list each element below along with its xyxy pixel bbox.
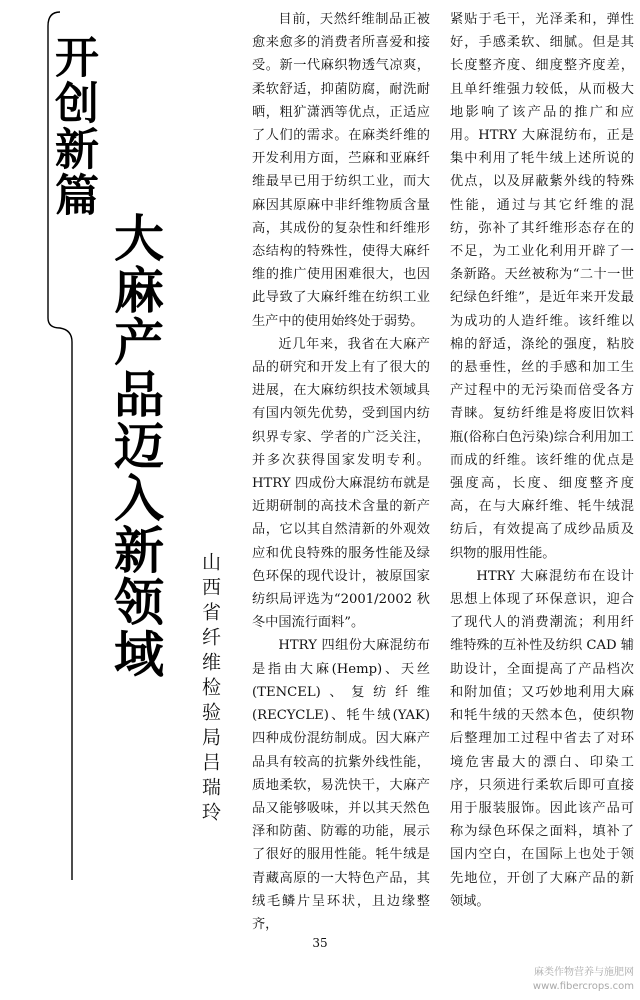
page-number: 35: [312, 936, 328, 950]
paragraph: HTRY 四组份大麻混纺布是指由大麻(Hemp)、天丝(TENCEL)、复纺纤维(RECYCLE)、牦牛绒(YAK)四种成份混纺制成。因大麻产品具有较高的抗紫外线性能，质地柔软，易洗快干，大麻产品又能够吸味，并以其天然色泽和防菌、防霉的功能，展示了很好的服用性能。牦牛绒是青藏高原的一大特色产品，其绒毛鳞片呈环状，且边缘整齐，: [252, 638, 430, 932]
article-title: 大麻产品迈入新领域: [106, 212, 164, 680]
text-column-right: [450, 8, 634, 913]
paragraph: 目前，天然纤维制品正被愈来愈多的消费者所喜爱和接受。新一代麻织物透气凉爽，柔软舒适，抑菌防腐，耐洗耐晒，粗犷潇洒等优点，正适应了人们的需求。在麻类纤维的开发利用方面，苎麻和亚麻纤维最早已用于纺织工业，而大麻因其原麻中非纤维物质含量高，其成份的复杂性和纤维形态结构的特殊性，使得大麻纤维的推广使用困难很大，也因此导致了大麻纤维在纺织工业生产中的使用始终处于弱势。: [252, 12, 430, 329]
paragraph: 紧贴于毛干，光泽柔和，弹性好，手感柔软、细腻。但是其长度整齐度、细度整齐度差，且单纤维强力较低，从而极大地影响了该产品的推广和应用。HTRY 大麻混纺布，正是集中利用了牦牛绒上述所说的优点，以及屏蔽紫外线的特殊性能，通过与其它纤维的混纺，弥补了其纤维形态存在的不足，为工业化利用开辟了一条新路。天丝被称为“二十一世纪绿色纤维”，是近年来开发最为成功的人造纤维。该纤维以棉的舒适，涤纶的强度，粘胶的悬垂性，丝的手感和加工生产过程中的无污染而倍受各方青睐。复纺纤维是将废旧饮料瓶(俗称白色污染)综合利用加工而成的纤维。该纤维的优点是强度高，长度、细度整齐度高，在与大麻纤维、牦牛绒混纺后，有效提高了成纱品质及织物的服用性能。: [450, 12, 634, 561]
text-column-left: [252, 8, 430, 936]
paragraph: 近几年来，我省在大麻产品的研究和开发上有了很大的进展，在大麻纺织技术领域具有国内领先优势，受到国内纺织界专家、学者的广泛关注，并多次获得国家发明专利。HTRY 四成份大麻混纺布就是近期研制的高技术含量的新产品，它以其自然清新的外观效应和优良特殊的服务性能及绿色环保的现代设计，被原国家纺织局评选为“2001/2002 秋冬中国流行面料”。: [252, 336, 430, 631]
author-name: 吕瑞玲: [199, 752, 221, 827]
series-title: 开创新篇: [47, 34, 98, 218]
author-organization: 山西省纤维检验局: [199, 552, 221, 752]
site-watermark: 麻类作物营养与施肥网 www.fibercrops.com: [532, 967, 634, 992]
paragraph: HTRY 大麻混纺布在设计思想上体现了环保意识，迎合了现代人的消费潮流；利用纤维特殊的互补性及纺织 CAD 辅助设计，全面提高了产品档次和附加值；又巧妙地利用大麻和牦牛绒的天然本色，使织物后整理加工过程中省去了对环境危害最大的漂白、印染工序，只须进行柔软后即可直接用于服装服饰。因此该产品可称为绿色环保之面料，填补了国内空白，在国际上也处于领先地位，开创了大麻产品的新领域。: [450, 568, 634, 909]
